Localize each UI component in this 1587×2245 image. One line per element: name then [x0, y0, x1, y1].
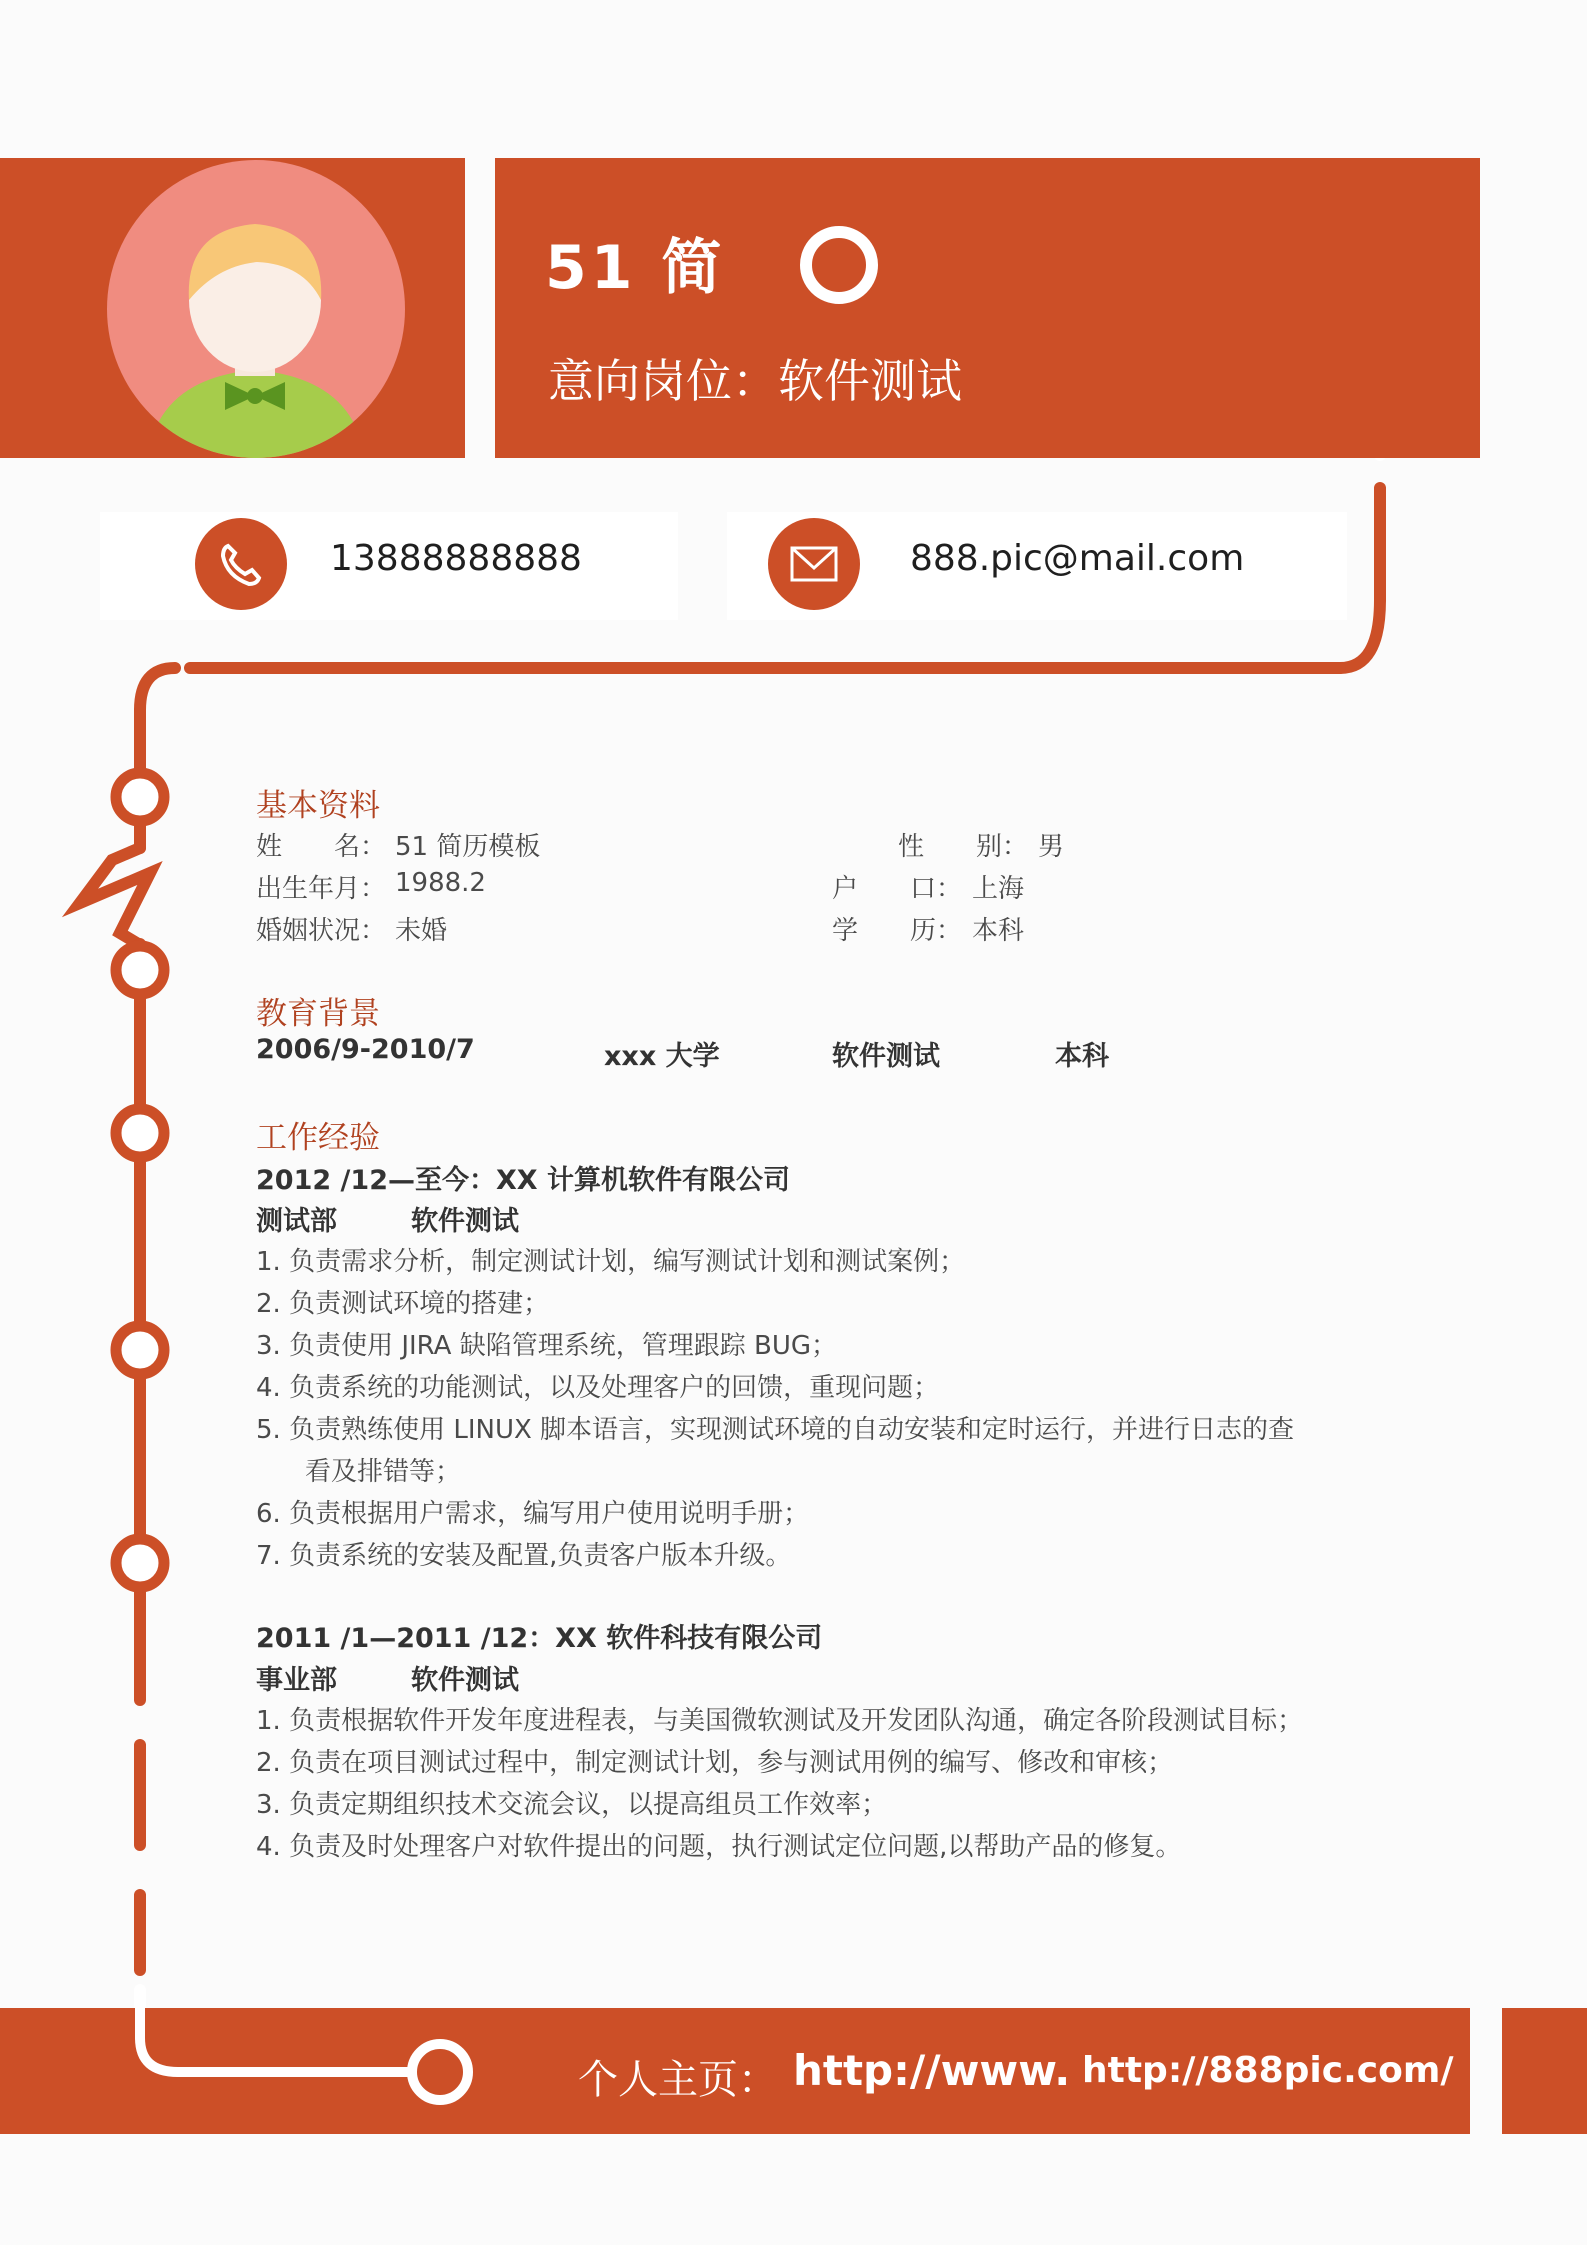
birth-label: 出生年月： — [256, 874, 387, 904]
job-1-item: 1. 负责需求分析，制定测试计划，编写测试计划和测试案例； — [256, 1247, 966, 1277]
name-label: 姓 名： — [256, 832, 387, 862]
job-2-item: 4. 负责及时处理客户对软件提出的问题，执行测试定位问题,以帮助产品的修复。 — [256, 1832, 1182, 1862]
work-title: 工作经验 — [256, 1120, 380, 1156]
job-1-item: 2. 负责测试环境的搭建； — [256, 1289, 550, 1319]
hukou-label: 户 口： — [832, 874, 963, 904]
email-address[interactable]: 888.pic@mail.com — [910, 538, 1245, 579]
job-2-item: 1. 负责根据软件开发年度进程表，与美国微软测试及开发团队沟通，确定各阶段测试目标； — [256, 1706, 1304, 1736]
job-2-dept: 事业部 — [256, 1665, 337, 1696]
education-degree: 本科 — [1055, 1041, 1109, 1072]
job-title: 意向岗位：软件测试 — [548, 354, 962, 408]
education-title: 教育背景 — [256, 996, 380, 1032]
gender-label: 性 别： — [898, 832, 1029, 862]
footer-connector — [0, 1990, 500, 2120]
job-1-dept: 测试部 — [256, 1206, 337, 1237]
header-right-band — [495, 158, 1480, 458]
job-1-item: 5. 负责熟练使用 LINUX 脚本语言，实现测试环境的自动安装和定时运行，并进行日志的查 — [256, 1415, 1295, 1445]
phone-number[interactable]: 13888888888 — [330, 538, 582, 579]
mail-icon — [768, 518, 860, 610]
education-school: xxx 大学 — [604, 1041, 720, 1072]
degree-label: 学 历： — [832, 916, 963, 946]
education-period: 2006/9-2010/7 — [256, 1034, 475, 1065]
footer-corner-block — [1502, 2008, 1587, 2134]
gender-value: 男 — [1038, 832, 1065, 862]
job-2-item: 2. 负责在项目测试过程中，制定测试计划，参与测试用例的编写、修改和审核； — [256, 1748, 1174, 1778]
job-1-item-continued: 看及排错等； — [305, 1457, 462, 1487]
marital-value: 未婚 — [395, 916, 448, 946]
degree-value: 本科 — [972, 916, 1025, 946]
resume-name: 51 简 — [545, 233, 726, 303]
name-value: 51 简历模板 — [395, 832, 541, 862]
basic-info-title: 基本资料 — [256, 788, 380, 824]
job-1-item: 4. 负责系统的功能测试，以及处理客户的回馈，重现问题； — [256, 1373, 940, 1403]
marital-label: 婚姻状况： — [256, 916, 387, 946]
avatar-illustration — [107, 160, 405, 458]
birth-value: 1988.2 — [395, 868, 486, 898]
avatar — [107, 160, 405, 458]
job-1-item: 3. 负责使用 JIRA 缺陷管理系统，管理跟踪 BUG； — [256, 1331, 838, 1361]
job-1-role: 软件测试 — [411, 1206, 519, 1237]
job-1-item: 6. 负责根据用户需求，编写用户使用说明手册； — [256, 1499, 810, 1529]
job-1-heading: 2012 /12—至今：XX 计算机软件有限公司 — [256, 1165, 791, 1196]
phone-icon — [195, 518, 287, 610]
job-1-item: 7. 负责系统的安装及配置,负责客户版本升级。 — [256, 1541, 792, 1571]
title-ring-icon — [800, 226, 878, 304]
hukou-value: 上海 — [972, 874, 1025, 904]
homepage-label: 个人主页： — [578, 2057, 778, 2103]
job-2-role: 软件测试 — [411, 1665, 519, 1696]
homepage-url-prefix[interactable]: http://www. — [793, 2046, 1071, 2095]
job-2-item: 3. 负责定期组织技术交流会议，以提高组员工作效率； — [256, 1790, 888, 1820]
education-major: 软件测试 — [832, 1041, 940, 1072]
job-2-heading: 2011 /1—2011 /12：XX 软件科技有限公司 — [256, 1623, 823, 1654]
homepage-url[interactable]: http://888pic.com/ — [1082, 2050, 1454, 2091]
